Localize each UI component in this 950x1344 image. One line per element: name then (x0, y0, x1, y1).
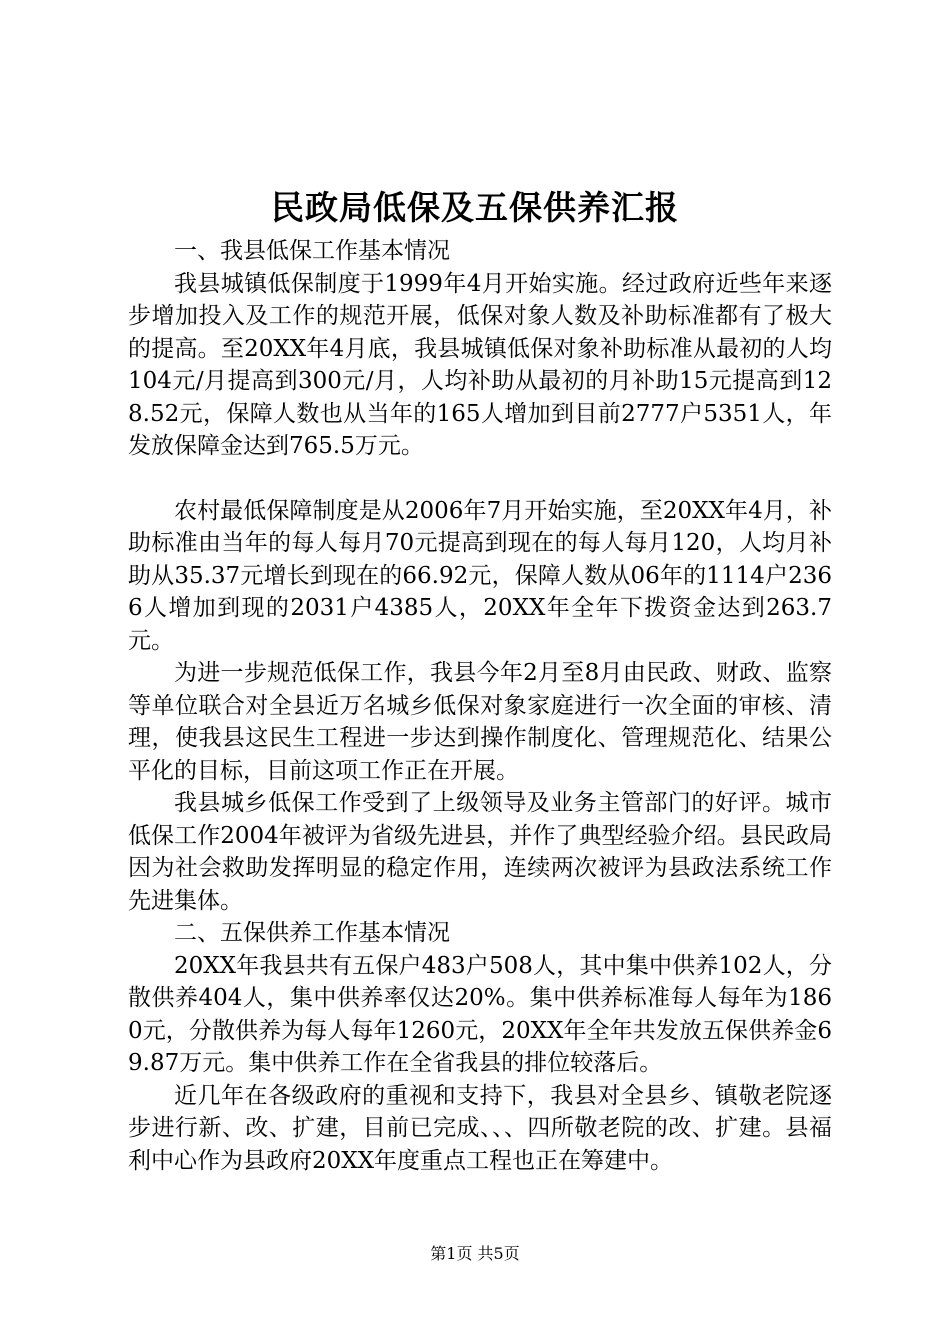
paragraph: 20XX年我县共有五保户483户508人，其中集中供养102人，分散供养404人，集中供养率仅达20%。集中供养标准每人每年为1860元，分散供养为每人每年1260元，20XX年全年共发放五保供养金69.87万元。集中供养工作在全省我县的排位较落后。 (128, 952, 832, 1076)
paragraph: 近几年在各级政府的重视和支持下，我县对全县乡、镇敬老院逐步进行新、改、扩建，目前已完成、、、四所敬老院的改、扩建。县福利中心作为县政府20XX年度重点工程也正在筹建中。 (128, 1082, 832, 1174)
document-title: 民政局低保及五保供养汇报 (271, 188, 679, 227)
paragraph: 我县城镇低保制度于1999年4月开始实施。经过政府近些年来逐步增加投入及工作的规范开展，低保对象人数及补助标准都有了极大的提高。至20XX年4月底，我县城镇低保对象补助标准从最初的人均104元/月提高到300元/月，人均补助从最初的月补助15元提高到128.52元，保障人数也从当年的165人增加到目前2777户5351人，年发放保障金达到765.5万元。 (128, 270, 832, 459)
section-heading: 二、五保供养工作基本情况 (174, 920, 450, 946)
document-body (128, 235, 832, 1177)
paragraph: 农村最低保障制度是从2006年7月开始实施，至20XX年4月，补助标准由当年的每人每月70元提高到现在的每人每月120，人均月补助从35.37元增长到现在的66.92元，保障人数从06年的1114户2366人增加到现的2031户4385人，20XX年全年下拨资金达到263.7元。 (128, 497, 832, 654)
paragraph: 我县城乡低保工作受到了上级领导及业务主管部门的好评。城市低保工作2004年被评为省级先进县，并作了典型经验介绍。县民政局因为社会救助发挥明显的稳定作用，连续两次被评为县政法系统工作先进集体。 (128, 790, 832, 914)
page-footer: 第1页 共5页 (430, 1244, 520, 1263)
paragraph: 为进一步规范低保工作，我县今年2月至8月由民政、财政、监察等单位联合对全县近万名城乡低保对象家庭进行一次全面的审核、清理，使我县这民生工程进一步达到操作制度化、管理规范化、结果公平化的目标，目前这项工作正在开展。 (128, 660, 832, 784)
section-heading: 一、我县低保工作基本情况 (174, 238, 450, 264)
